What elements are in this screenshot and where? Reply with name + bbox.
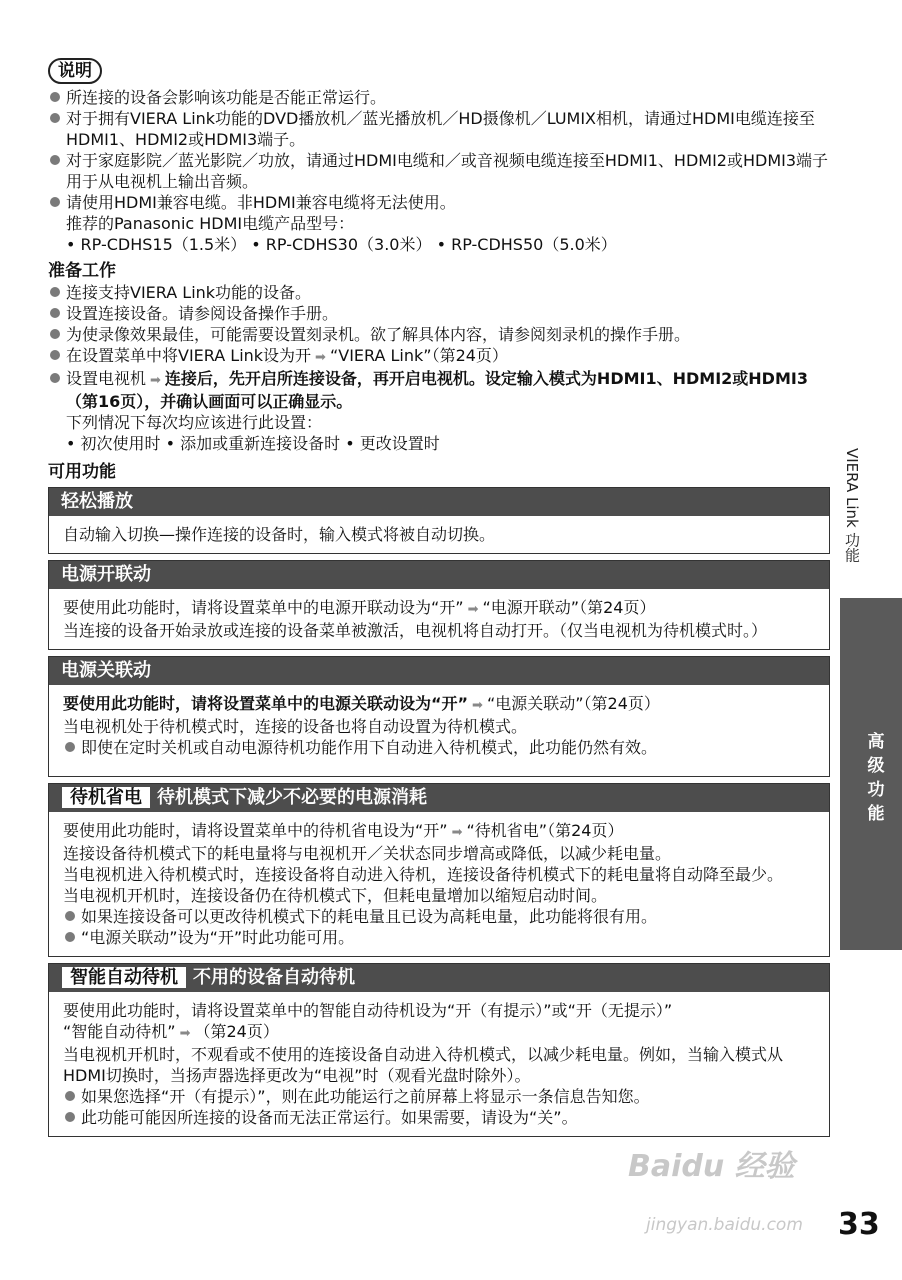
arrow-right-icon: ➡ [472, 698, 483, 713]
bullet-icon [50, 113, 60, 123]
arrow-right-icon: ➡ [150, 373, 161, 388]
features-title: 可用功能 [48, 462, 116, 482]
bullet-icon [65, 911, 75, 921]
section-power-off-link [48, 656, 830, 777]
section-easy-playback [48, 487, 830, 554]
bullet-icon [50, 329, 60, 339]
side-chapter-label: VIERA Link 功能 [843, 448, 861, 563]
section-header: 电源关联动 [49, 657, 829, 685]
arrow-right-icon: ➡ [179, 1026, 191, 1041]
section-intelligent-auto-standby [48, 963, 830, 1137]
section-body: 要使用此功能时，请将设置菜单中的智能自动待机设为“开（有提示）”或“开（无提示）” “智能自动待机” ➡ （第24页） 当电视机开机时，不观看或不使用的连接设备自动进入待机模式，以减少耗电量。例如，当输入模式从HDMI切换时，当扬声器选择更改为“电视”时（观看光盘时除外）。 如果您选择“开（有提示）”，则在此功能运行之前屏幕上将显示一条信息告知您。 此功能可能因所连接的设备而无法正常运行。如果需要，请设为“关”。 [49, 992, 829, 1136]
list-item: 即使在定时关机或自动电源待机功能作用下自动进入待机模式，此功能仍然有效。 [63, 737, 815, 758]
arrow-right-icon: ➡ [451, 825, 463, 840]
list-item: 对于拥有VIERA Link功能的DVD播放机／蓝光播放机／HD摄像机／LUMIX相机，请通过HDMI电缆连接至HDMI1、HDMI2或HDMI3端子。 [48, 108, 830, 150]
list-item: “电源关联动”设为“开”时此功能可用。 [63, 927, 815, 948]
section-body: 自动输入切换—操作连接的设备时，输入模式将被自动切换。 [63, 525, 496, 544]
prep-cases: • 初次使用时 • 添加或重新连接设备时 • 更改设置时 [66, 434, 440, 453]
list-item: 设置连接设备。请参阅设备操作手册。 [48, 303, 830, 324]
watermark-url: jingyan.baidu.com [646, 1215, 803, 1235]
side-tab-label: 高级功能 [867, 732, 885, 824]
note-title: 说明 [48, 58, 102, 84]
arrow-right-icon: ➡ [315, 350, 326, 365]
bullet-icon [50, 197, 60, 207]
prep-section [48, 261, 830, 454]
bullet-icon [50, 308, 60, 318]
list-item: 此功能可能因所连接的设备而无法正常运行。如果需要，请设为“关”。 [63, 1107, 815, 1128]
bullet-icon [50, 350, 60, 360]
bullet-icon [65, 1091, 75, 1101]
list-item: 为使录像效果最佳，可能需要设置刻录机。欲了解具体内容，请参阅刻录机的操作手册。 [48, 324, 830, 345]
arrow-right-icon: ➡ [467, 602, 479, 617]
bullet-icon [65, 932, 75, 942]
prep-sub: 下列情况下每次均应该进行此设置： [66, 413, 323, 432]
list-item: 请使用HDMI兼容电缆。非HDMI兼容电缆将无法使用。 [48, 192, 830, 213]
section-power-on-link [48, 560, 830, 650]
bullet-icon [50, 287, 60, 297]
prep-title: 准备工作 [48, 261, 116, 281]
note-list [48, 87, 830, 213]
bullet-icon [65, 1112, 75, 1122]
bullet-icon [65, 742, 75, 752]
note-section [48, 58, 830, 255]
cable-intro: 推荐的Panasonic HDMI电缆产品型号： [66, 214, 355, 233]
section-header: 电源开联动 [49, 561, 829, 589]
watermark-logo: Baidu 经验 [628, 1149, 795, 1184]
manual-page [48, 58, 830, 1137]
cable-models: • RP-CDHS15（1.5米） • RP-CDHS30（3.0米） • RP-CDHS50（5.0米） [66, 235, 617, 254]
section-tag: 智能自动待机 [61, 966, 187, 989]
list-item: 所连接的设备会影响该功能是否能正常运行。 [48, 87, 830, 108]
bullet-icon [50, 92, 60, 102]
section-header: 轻松播放 [49, 488, 829, 516]
bullet-icon [50, 373, 60, 383]
section-body: 要使用此功能时，请将设置菜单中的待机省电设为“开” ➡ “待机省电”（第24页） 连接设备待机模式下的耗电量将与电视机开／关状态同步增高或降低，以减少耗电量。 当电视机进入待机模式时，连接设备将自动进入待机，连接设备待机模式下的耗电量将自动降至最少。 当电视机开机时，连接设备仍在待机模式下，但耗电量增加以缩短启动时间。 如果连接设备可以更改待机模式下的耗电量且已设为高耗电量，此功能将很有用。 “电源关联动”设为“开”时此功能可用。 [49, 812, 829, 956]
section-header: 智能自动待机 不用的设备自动待机 [49, 964, 829, 992]
list-item: 对于家庭影院／蓝光影院／功放，请通过HDMI电缆和／或音视频电缆连接至HDMI1、HDMI2或HDMI3端子用于从电视机上输出音频。 [48, 150, 830, 192]
list-item: 设置电视机 ➡ 连接后，先开启所连接设备，再开启电视机。设定输入模式为HDMI1、HDMI2或HDMI3（第16页），并确认画面可以正确显示。 [48, 368, 830, 412]
section-tag: 待机省电 [61, 786, 151, 809]
section-body: 要使用此功能时，请将设置菜单中的电源开联动设为“开” ➡ “电源开联动”（第24页） 当连接的设备开始录放或连接的设备菜单被激活，电视机将自动打开。（仅当电视机为待机模式时。） [63, 598, 768, 640]
list-item: 如果连接设备可以更改待机模式下的耗电量且已设为高耗电量，此功能将很有用。 [63, 906, 815, 927]
section-standby-saving [48, 783, 830, 957]
section-body: 要使用此功能时，请将设置菜单中的电源关联动设为“开” ➡ “电源关联动”（第24页） 当电视机处于待机模式时，连接的设备也将自动设置为待机模式。 即使在定时关机或自动电源待机功能作用下自动进入待机模式，此功能仍然有效。 [49, 685, 829, 776]
section-header: 待机省电 待机模式下减少不必要的电源消耗 [49, 784, 829, 812]
page-number: 33 [838, 1207, 880, 1242]
list-item: 在设置菜单中将VIERA Link设为开 ➡ “VIERA Link”（第24页） [48, 345, 830, 368]
list-item: 如果您选择“开（有提示）”，则在此功能运行之前屏幕上将显示一条信息告知您。 [63, 1086, 815, 1107]
bullet-icon [50, 155, 60, 165]
list-item: 连接支持VIERA Link功能的设备。 [48, 282, 830, 303]
prep-list [48, 282, 830, 412]
